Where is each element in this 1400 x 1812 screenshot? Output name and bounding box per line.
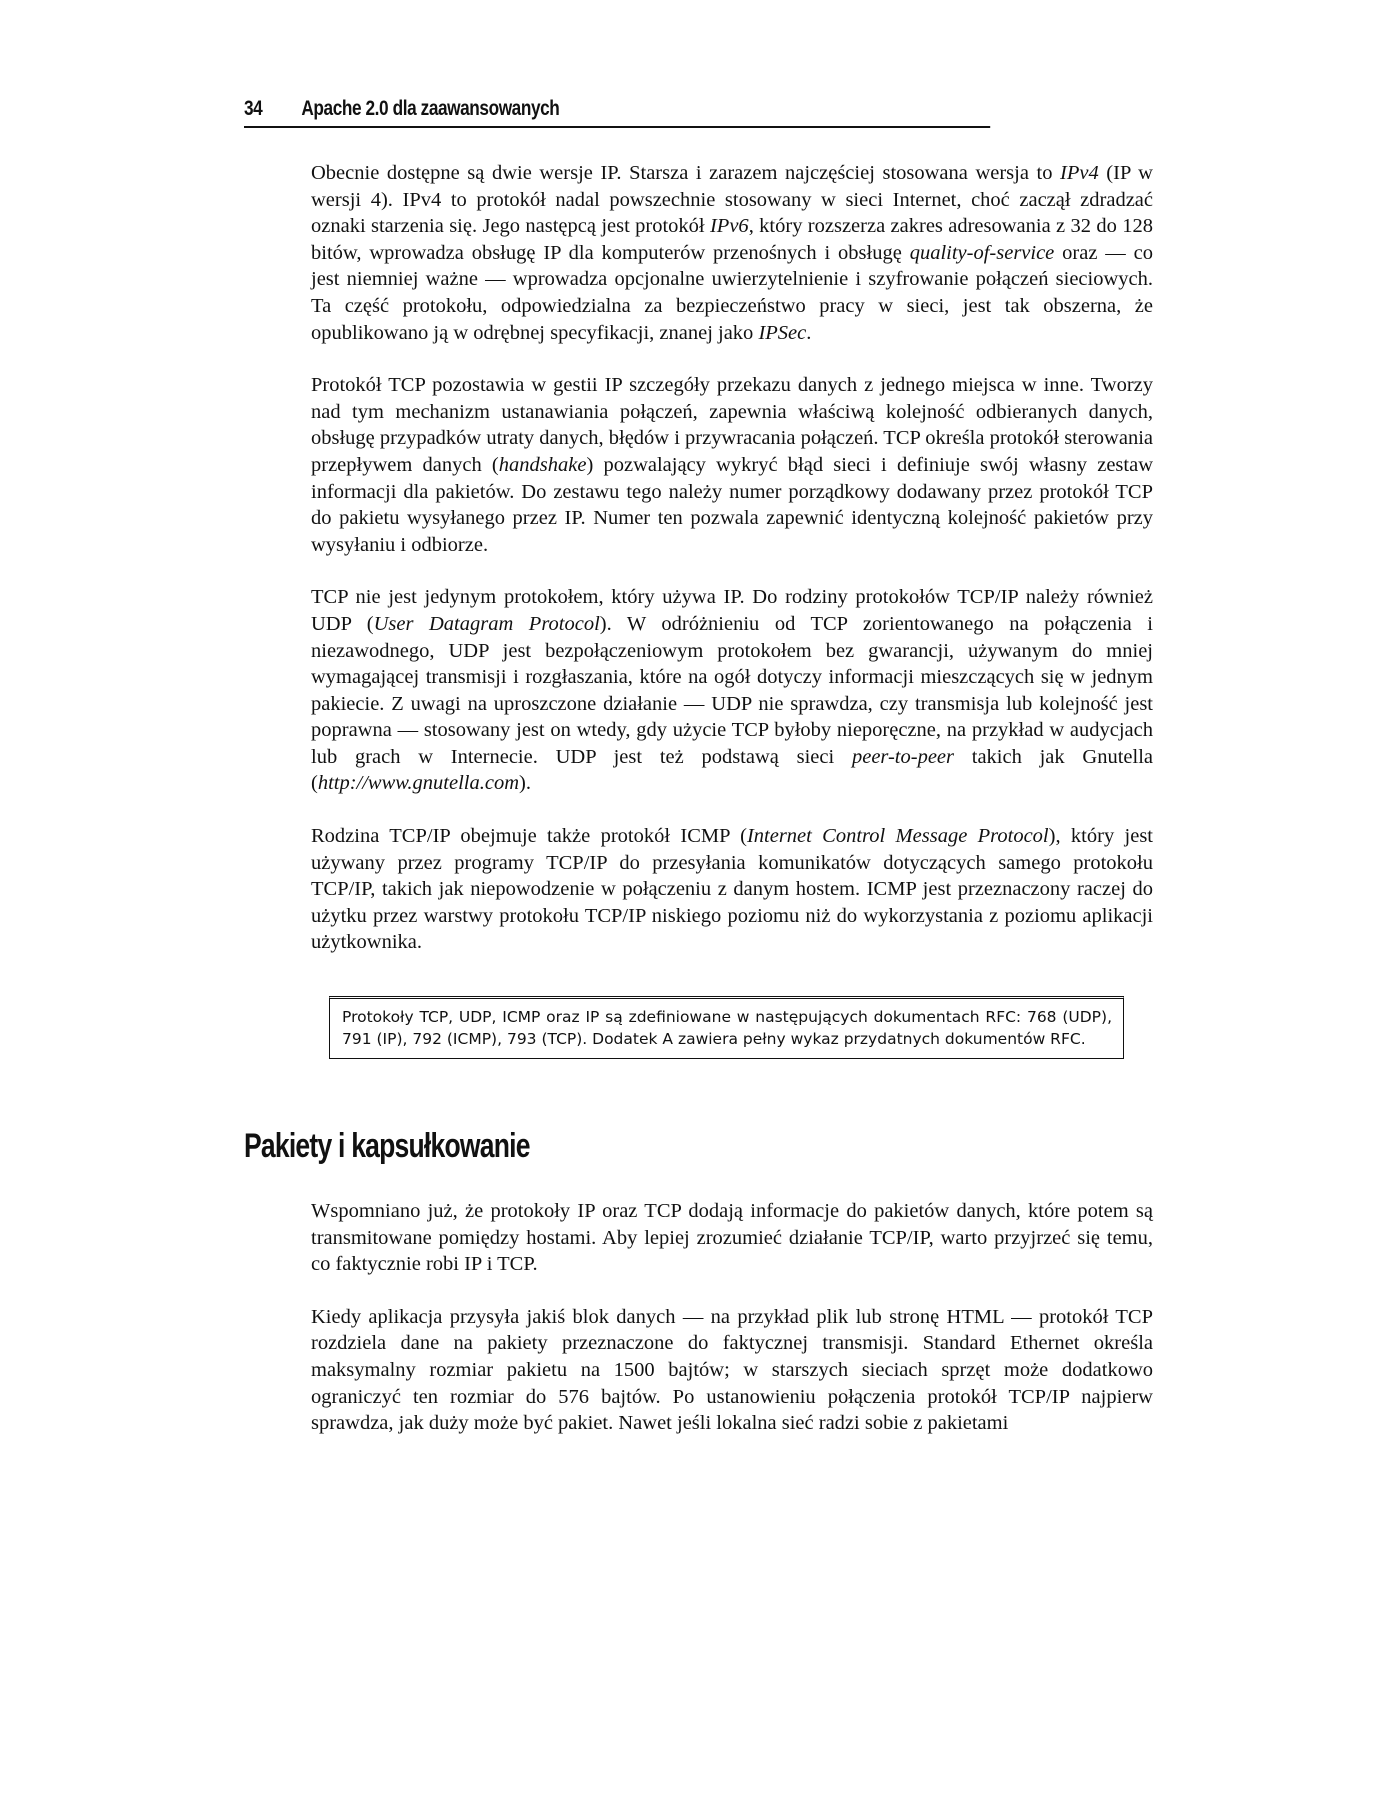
text-run: TCP nie jest jedynym protokołem, który używa IP. Do rodziny protokołów TCP/IP należy również UDP ( (311, 586, 1153, 635)
paragraph (311, 1198, 1153, 1278)
paragraph (311, 584, 1153, 797)
text-run: takich jak Gnutella ( (311, 745, 1153, 795)
italic-term: http://www.gnutella.com (317, 772, 520, 795)
text-run: . (806, 321, 812, 344)
italic-term: peer-to-peer (851, 745, 955, 768)
text-run: Kiedy aplikacja przysyła jakiś blok danych — na przykład plik lub stronę HTML — protokół TCP rozdziela dane na pakiety przeznaczone do faktycznej transmisji. Standard Ethernet określa maksymalny rozmiar pakietu na 1500 bajtów; w starszych sieciach sprzęt może dodatkowo ograniczyć ten rozmiar do 576 bajtów. Po ustanowieniu połączenia protokół TCP/IP najpierw sprawdza, jak duży może być pakiet. Nawet jeśli lokalna sieć radzi sobie z pakietami (311, 1305, 1153, 1435)
paragraph (311, 160, 1153, 346)
italic-term: Internet Control Message Protocol (746, 825, 1049, 848)
text-run: ) pozwalający wykryć błąd sieci i definiuje swój własny zestaw informacji dla pakietów. Do zestawu tego należy numer porządkowy dodawany przez protokół TCP do pakietu wysyłanego przez IP. Numer ten pozwala zapewnić identyczną kolejność pakietów przy wysyłaniu i odbiorze. (311, 453, 1153, 556)
body-text-top (311, 160, 1153, 982)
italic-term: IPv4 (1060, 162, 1099, 184)
paragraph (311, 372, 1153, 558)
text-run: Rodzina TCP/IP obejmuje także protokół ICMP ( (311, 825, 747, 848)
italic-term: IPv6 (709, 215, 749, 238)
text-run: ), który jest używany przez programy TCP/IP do przesyłania komunikatów dotyczących samego protokołu TCP/IP, takich jak niepowodzenie w połączeniu z danym hostem. ICMP jest przeznaczony raczej do użytku przez warstwy protokołu TCP/IP niskiego poziomu niż do wykorzystania z poziomu aplikacji użytkownika. (311, 825, 1153, 954)
italic-term: IPSec (758, 321, 807, 344)
text-run: , który rozszerza zakres adresowania z 32 do 128 bitów, wprowadza obsługę IP dla komputerów przenośnych i obsługę (311, 215, 1153, 264)
page-number: 34 (244, 97, 263, 120)
italic-term: User Datagram Protocol (373, 612, 600, 635)
italic-term: quality-of-service (909, 241, 1055, 264)
text-run: Wspomniano już, że protokoły IP oraz TCP dodają informacje do pakietów danych, które potem są transmitowane pomiędzy hostami. Aby lepiej zrozumieć działanie TCP/IP, warto przyjrzeć się temu, co faktycznie robi IP i TCP. (311, 1200, 1153, 1276)
text-run: Protokół TCP pozostawia w gestii IP szczegóły przekazu danych z jednego miejsca w inne. Tworzy nad tym mechanizm ustanawiania połączeń, zapewnia właściwą kolejność odbieranych danych, obsługę przypadków utraty danych, błędów i przywracania połączeń. TCP określa protokół sterowania przepływem danych ( (311, 374, 1153, 476)
section-heading: Pakiety i kapsułkowanie (244, 1127, 530, 1165)
body-text-bottom (311, 1198, 1153, 1463)
text-run: ). W odróżnieniu od TCP zorientowanego na połączenia i niezawodnego, UDP jest bezpołączeniowym protokołem bez gwarancji, używanym do mniej wymagającej transmisji i rozgłaszania, które na ogół dotyczy informacji mieszczących się w jednym pakiecie. Z uwagi na uproszczone działanie — UDP nie sprawdza, czy transmisja lub kolejność jest poprawna — stosowany jest on wtedy, gdy użycie TCP byłoby nieporęczne, na przykład w audycjach lub grach w Internecie. UDP jest też podstawą sieci (311, 612, 1154, 768)
page-header (244, 92, 990, 128)
text-run: Obecnie dostępne są dwie wersje IP. Starsza i zarazem najczęściej stosowana wersja to (311, 162, 1061, 184)
running-title: Apache 2.0 dla zaawansowanych (301, 97, 560, 120)
text-run: oraz — co jest niemniej ważne — wprowadza opcjonalne uwierzytelnienie i szyfrowanie połączeń sieciowych. Ta część protokołu, odpowiedzialna za bezpieczeństwo pracy w sieci, jest tak obszerna, że opublikowano ją w odrębnej specyfikacji, znanej jako (311, 241, 1154, 344)
text-run: ). (519, 772, 531, 795)
paragraph (311, 1304, 1153, 1437)
note-box: Protokoły TCP, UDP, ICMP oraz IP są zdefiniowane w następujących dokumentach RFC: 768 (UDP), 791 (IP), 792 (ICMP), 793 (TCP). Dodatek A zawiera pełny wykaz przydatnych dokumentów RFC. (329, 996, 1124, 1059)
text-run: (IP w wersji 4). IPv4 to protokół nadal powszechnie stosowany w sieci Internet, choć zaczął zdradzać oznaki starzenia się. Jego następcą jest protokół (311, 162, 1153, 238)
italic-term: handshake (498, 453, 587, 476)
paragraph (311, 823, 1153, 956)
